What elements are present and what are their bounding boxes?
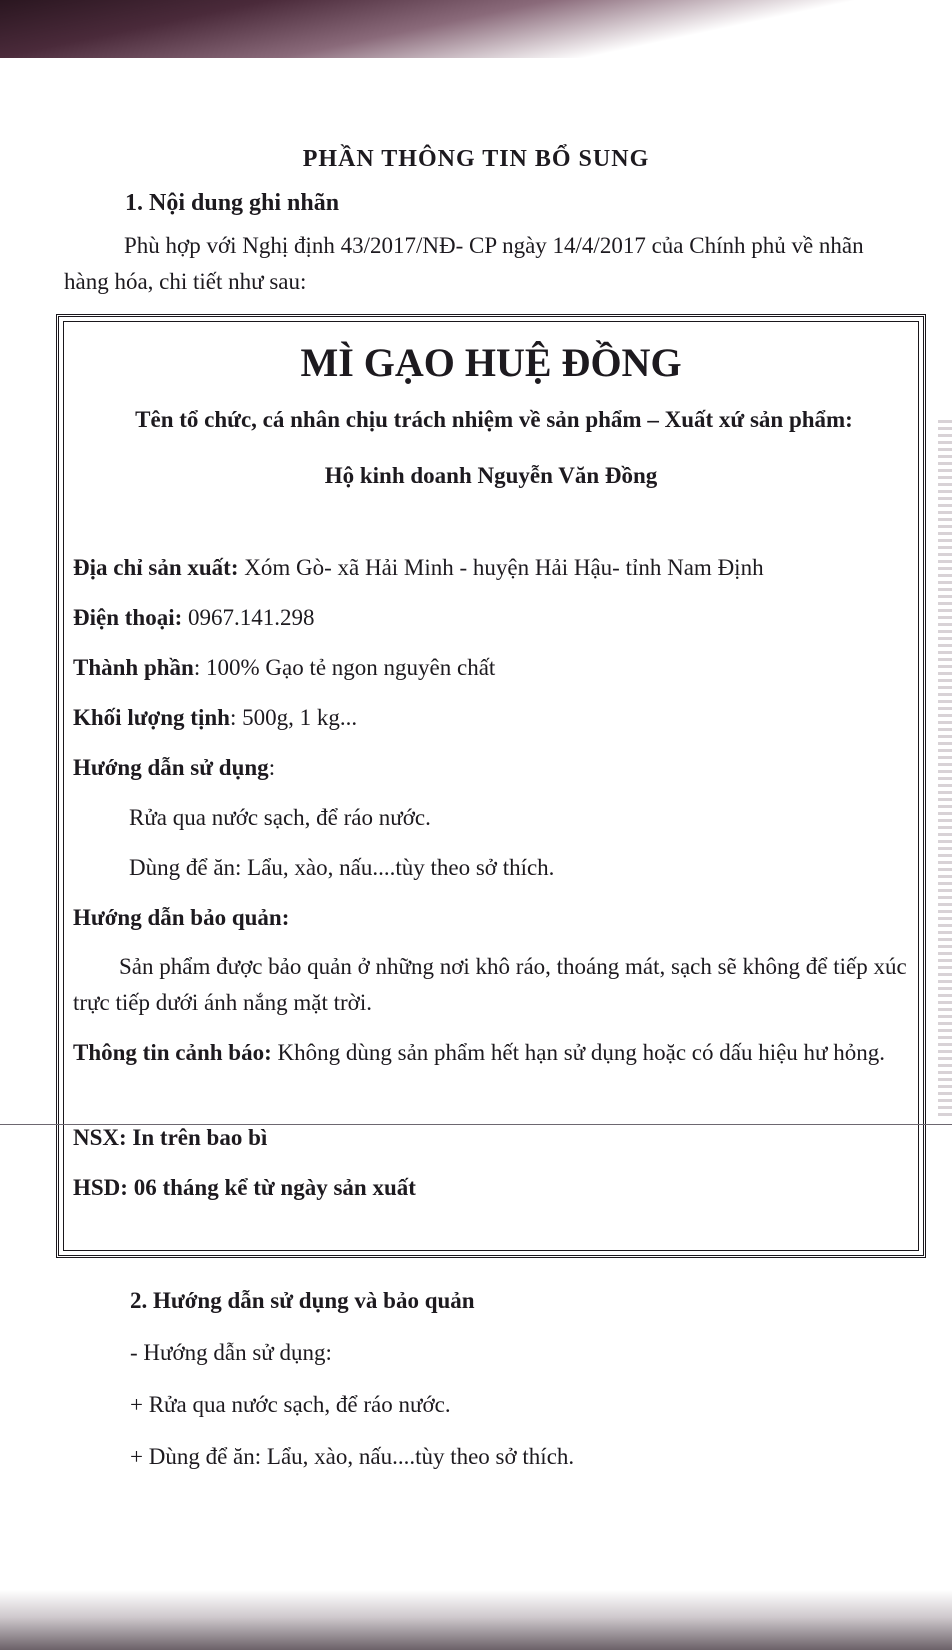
responsible-org-label: Tên tổ chức, cá nhân chịu trách nhiệm về sản phẩm – Xuất xứ sản phẩm: xyxy=(135,407,853,432)
ingredients-value: : 100% Gạo tẻ ngon nguyên chất xyxy=(193,655,496,680)
page-edge-texture xyxy=(938,420,952,1120)
warning-label: Thông tin cảnh báo: xyxy=(73,1040,272,1065)
product-name: MÌ GẠO HUỆ ĐỒNG xyxy=(300,340,682,385)
weight-row xyxy=(73,705,357,731)
weight-label: Khối lượng tịnh xyxy=(73,705,230,730)
page-bottom-shadow xyxy=(0,1590,952,1650)
usage-line-2: Dùng để ăn: Lẩu, xào, nấu....tùy theo sở thích. xyxy=(129,855,555,880)
storage-row xyxy=(73,905,289,931)
nsx-row xyxy=(73,1125,267,1151)
weight-value: : 500g, 1 kg... xyxy=(229,705,358,730)
responsible-org-name: Hộ kinh doanh Nguyễn Văn Đồng xyxy=(324,463,658,488)
section-1-title: 1. Nội dung ghi nhãn xyxy=(125,190,340,216)
usage-line-1: Rửa qua nước sạch, để ráo nước. xyxy=(129,805,431,830)
usage-label: Hướng dẫn sử dụng xyxy=(73,755,269,780)
usage-colon: : xyxy=(268,755,276,780)
hsd-text: HSD: 06 tháng kể từ ngày sản xuất xyxy=(73,1175,416,1200)
storage-label: Hướng dẫn bảo quản: xyxy=(73,905,290,930)
section-2-line-1: - Hướng dẫn sử dụng: xyxy=(130,1340,332,1365)
phone-label: Điện thoại: xyxy=(73,605,183,630)
crease-line xyxy=(0,1124,952,1125)
section-2-title: 2. Hướng dẫn sử dụng và bảo quản xyxy=(130,1288,475,1313)
page-top-shadow xyxy=(0,0,952,58)
intro-paragraph: Phù hợp với Nghị định 43/2017/NĐ- CP ngày 14/4/2017 của Chính phủ về nhãn hàng hóa, chi tiết như sau: xyxy=(64,233,864,294)
product-label-box xyxy=(56,314,926,1258)
nsx-text: NSX: In trên bao bì xyxy=(73,1125,268,1150)
storage-text: Sản phẩm được bảo quản ở những nơi khô ráo, thoáng mát, sạch sẽ không để tiếp xúc trực tiếp dưới ánh nắng mặt trời. xyxy=(73,954,907,1015)
address-value: Xóm Gò- xã Hải Minh - huyện Hải Hậu- tỉnh Nam Định xyxy=(238,555,764,580)
phone-row xyxy=(73,605,315,631)
warning-row xyxy=(73,1035,913,1071)
hsd-row xyxy=(73,1175,416,1201)
usage-row xyxy=(73,755,275,781)
ingredients-row xyxy=(73,655,495,681)
address-row xyxy=(73,555,764,581)
address-label: Địa chỉ sản xuất: xyxy=(73,555,239,580)
ingredients-label: Thành phần xyxy=(73,655,194,680)
section-2-line-3: + Dùng để ăn: Lẩu, xào, nấu....tùy theo sở thích. xyxy=(130,1444,575,1469)
warning-value: Không dùng sản phẩm hết hạn sử dụng hoặc có dấu hiệu hư hỏng. xyxy=(271,1040,886,1065)
phone-value: 0967.141.298 xyxy=(182,605,315,630)
section-2-line-2: + Rửa qua nước sạch, để ráo nước. xyxy=(130,1392,451,1417)
document-heading: PHẦN THÔNG TIN BỔ SUNG xyxy=(302,146,650,172)
